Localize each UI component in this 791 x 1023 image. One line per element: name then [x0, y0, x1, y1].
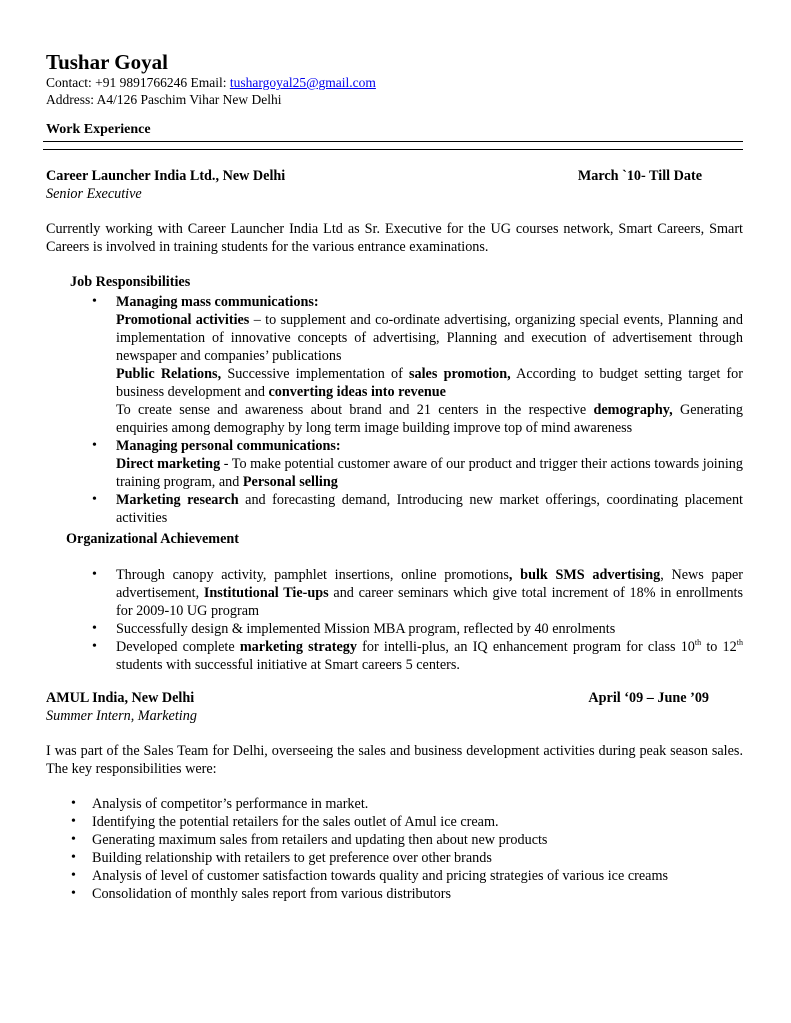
item-bold: Personal selling: [242, 474, 338, 490]
responsibilities-list: [46, 293, 743, 527]
contact-phone: Contact: +91 9891766246 Email:: [46, 75, 230, 90]
work-experience-heading: Work Experience: [46, 122, 151, 137]
job-date: April ‘09 – June ’09: [588, 690, 709, 706]
superscript: th: [694, 638, 702, 647]
job-summary: I was part of the Sales Team for Delhi, overseeing the sales and business development activities during peak season sales. The key responsibilities were:: [46, 743, 743, 777]
address-line: Address: A4/126 Paschim Vihar New Delhi: [46, 92, 282, 107]
item-text: Building relationship with retailers to get preference over other brands: [92, 850, 492, 866]
bullet-icon: •: [92, 492, 97, 507]
item-bold: Promotional activities: [116, 312, 250, 328]
job-header-amul: [46, 689, 743, 707]
item-text: and forecasting demand, Introducing new market offerings, coordinating placement activities: [116, 492, 743, 526]
item-text: Consolidation of monthly sales report from various distributors: [92, 886, 451, 902]
list-item: [46, 437, 743, 491]
item-text: and career seminars which give total increment of 18% in enrollments for 2009-10 UG program: [116, 585, 743, 619]
superscript: th: [736, 638, 743, 647]
item-text: According to budget setting target for business development and: [116, 366, 743, 400]
item-bold: demography,: [593, 402, 673, 418]
list-item: [46, 795, 743, 813]
bullet-icon: •: [71, 832, 76, 847]
item-bold: Marketing research: [116, 492, 239, 508]
item-text: , News paper advertisement,: [116, 567, 744, 601]
item-text: Generating maximum sales from retailers and updating then about new products: [92, 832, 548, 848]
bullet-icon: •: [92, 621, 97, 636]
list-item: [46, 813, 743, 831]
item-title: Managing mass communications:: [116, 294, 319, 310]
bullet-icon: •: [71, 868, 76, 883]
item-text: To create sense and awareness about brand and 21 centers in the respective: [116, 402, 594, 418]
job-role: Summer Intern, Marketing: [46, 708, 197, 724]
bullet-icon: •: [71, 796, 76, 811]
item-bold: marketing strategy: [239, 639, 357, 655]
item-text: Generating enquiries among demography by long term image building improve top of mind awareness: [116, 402, 743, 436]
company-name: Career Launcher India Ltd., New Delhi: [46, 168, 286, 184]
list-item: [46, 293, 743, 437]
item-text: Analysis of level of customer satisfaction towards quality and pricing strategies of various ice creams: [92, 868, 668, 884]
item-text: for intelli-plus, an IQ enhancement program for class 10: [356, 639, 695, 655]
list-item: [46, 566, 743, 620]
list-item: [46, 620, 743, 638]
bullet-icon: •: [92, 567, 97, 582]
achievements-list: [46, 566, 743, 674]
bullet-icon: •: [71, 814, 76, 829]
item-bold: Public Relations,: [116, 366, 222, 382]
bullet-icon: •: [71, 886, 76, 901]
item-bold: converting ideas into revenue: [268, 384, 446, 400]
item-text: students with successful initiative at Smart careers 5 centers.: [116, 657, 460, 673]
item-bold: , bulk SMS advertising: [508, 567, 661, 583]
company-name: AMUL India, New Delhi: [46, 690, 195, 706]
resume-page: [46, 50, 743, 903]
divider-thick: [43, 141, 743, 142]
item-text: Identifying the potential retailers for the sales outlet of Amul ice cream.: [92, 814, 499, 830]
job-summary: Currently working with Career Launcher India Ltd as Sr. Executive for the UG courses network, Smart Careers, Smart Careers is involved in training students for the various entrance examinations.: [46, 221, 743, 255]
item-text: Through canopy activity, pamphlet insertions, online promotions: [116, 567, 509, 583]
bullet-icon: •: [92, 438, 97, 453]
organizational-achievement-heading: Organizational Achievement: [66, 531, 239, 547]
list-item: [46, 867, 743, 885]
bullet-icon: •: [92, 294, 97, 309]
bullet-icon: •: [71, 850, 76, 865]
item-text: to 12: [701, 639, 737, 655]
item-bold: sales promotion,: [409, 366, 511, 382]
job-date: March `10- Till Date: [577, 168, 702, 184]
item-text: Successfully design & implemented Mission MBA program, reflected by 40 enrolments: [116, 621, 616, 637]
item-text: – to supplement and co-ordinate advertising, organizing special events, Planning and implementation of innovative concepts of advertising, Planning and execution of advertisement through newspaper and companies’ publications: [116, 312, 743, 364]
item-text: - To make potential customer aware of our product and trigger their actions towards joining training program, and: [116, 456, 743, 490]
section-divider: [43, 140, 743, 152]
contact-line: [46, 74, 743, 91]
item-bold: Institutional Tie-ups: [203, 585, 329, 601]
email-link[interactable]: tushargoyal25@gmail.com: [229, 75, 376, 90]
candidate-name: Tushar Goyal: [46, 50, 168, 74]
bullet-icon: •: [92, 639, 97, 654]
job-header-career-launcher: [46, 167, 743, 185]
list-item: [46, 638, 743, 674]
amul-responsibilities-list: [46, 795, 743, 903]
item-text: Analysis of competitor’s performance in market.: [92, 796, 369, 812]
job-responsibilities-heading: Job Responsibilities: [70, 274, 191, 290]
list-item: [46, 885, 743, 903]
list-item: [46, 831, 743, 849]
list-item: [46, 849, 743, 867]
item-text: Successive implementation of: [221, 366, 409, 382]
list-item: [46, 491, 743, 527]
divider-thin: [43, 149, 743, 150]
item-bold: Direct marketing: [116, 456, 221, 472]
item-title: Managing personal communications:: [116, 438, 341, 454]
item-text: Developed complete: [116, 639, 240, 655]
job-role: Senior Executive: [46, 186, 142, 202]
